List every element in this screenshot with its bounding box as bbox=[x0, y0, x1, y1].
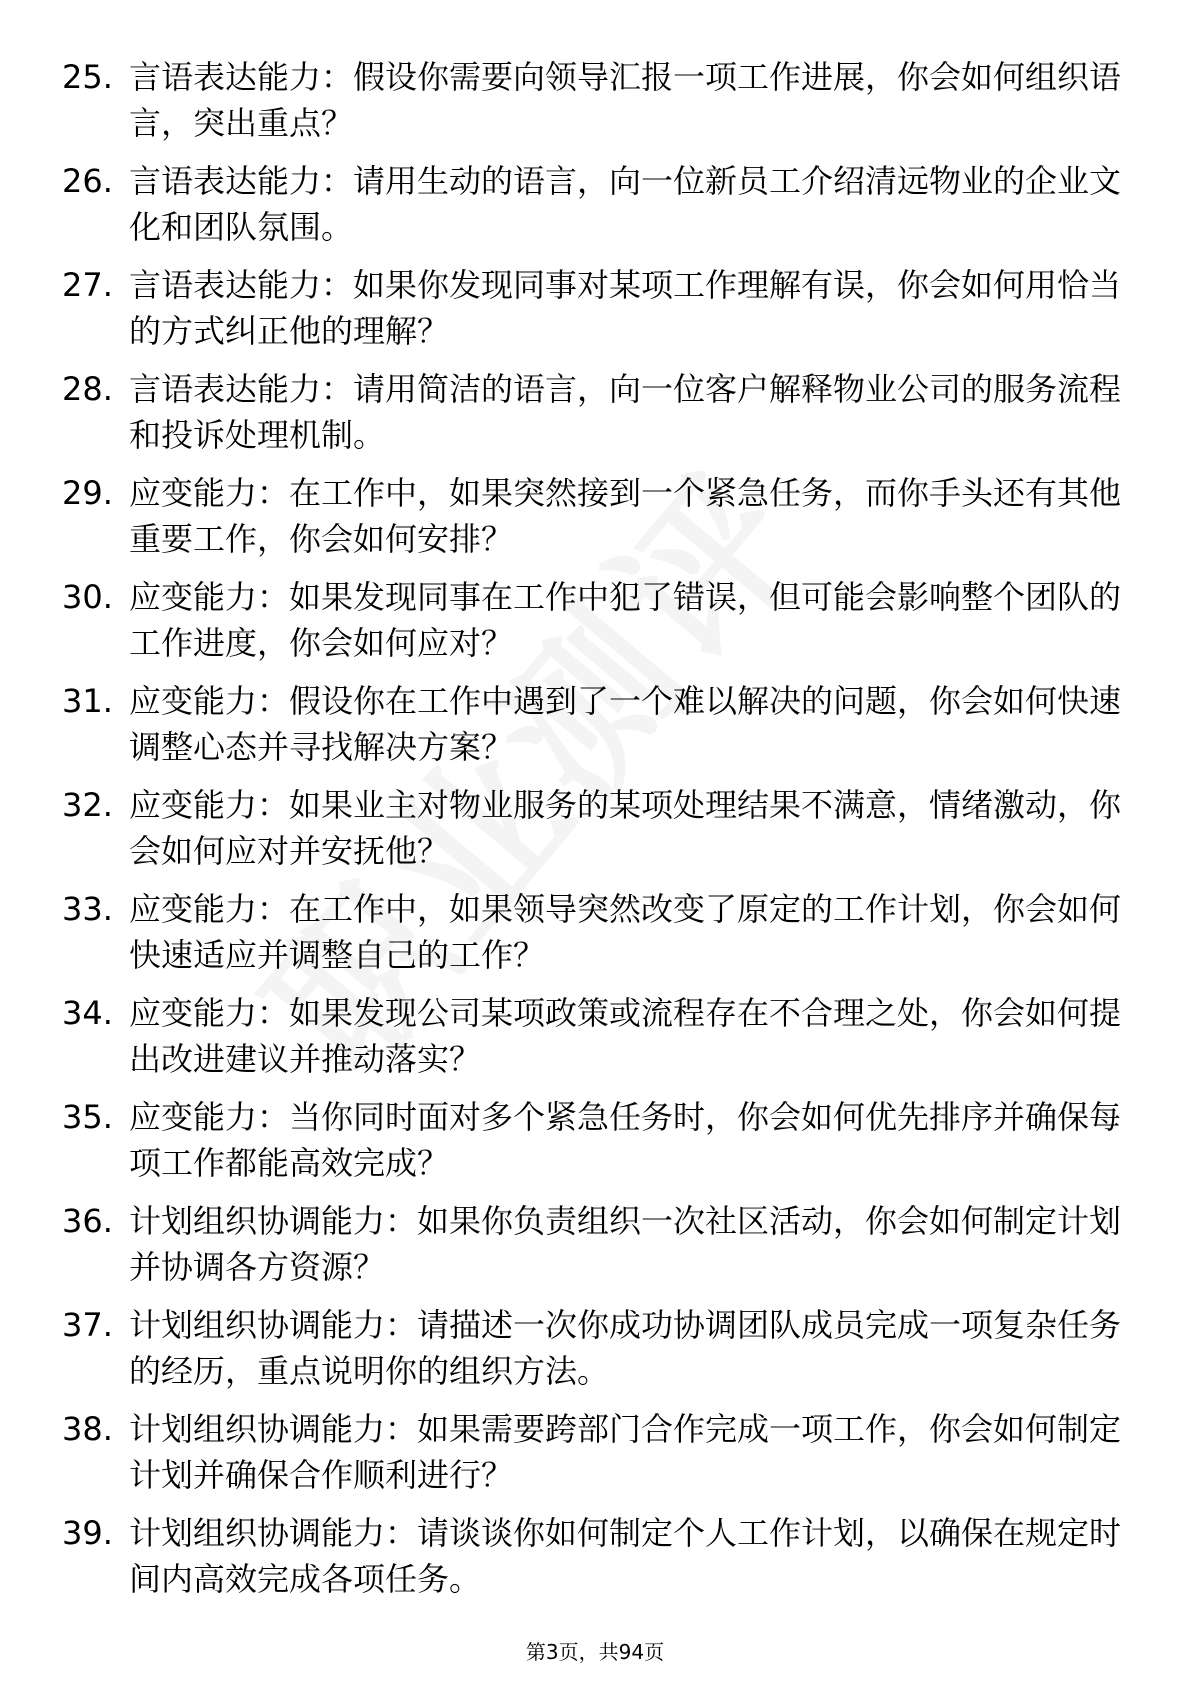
question-text: 应变能力：当你同时面对多个紧急任务时，你会如何优先排序并确保每项工作都能高效完成？ bbox=[129, 1098, 1122, 1182]
question-item bbox=[62, 990, 1122, 1094]
question-item bbox=[62, 470, 1122, 574]
question-number: 33. bbox=[62, 890, 113, 928]
question-number: 30. bbox=[62, 578, 113, 616]
question-number: 36. bbox=[62, 1202, 113, 1240]
question-item bbox=[62, 1510, 1122, 1614]
question-item bbox=[62, 1094, 1122, 1198]
question-item bbox=[62, 1406, 1122, 1510]
question-number: 27. bbox=[62, 266, 113, 304]
question-number: 28. bbox=[62, 370, 113, 408]
question-item bbox=[62, 54, 1122, 158]
question-text: 应变能力：如果发现同事在工作中犯了错误，但可能会影响整个团队的工作进度，你会如何应对？ bbox=[129, 578, 1122, 662]
question-text: 言语表达能力：如果你发现同事对某项工作理解有误，你会如何用恰当的方式纠正他的理解？ bbox=[129, 266, 1122, 350]
question-text: 计划组织协调能力：如果需要跨部门合作完成一项工作，你会如何制定计划并确保合作顺利进行？ bbox=[129, 1410, 1122, 1494]
question-number: 25. bbox=[62, 58, 113, 96]
question-text: 应变能力：在工作中，如果突然接到一个紧急任务，而你手头还有其他重要工作，你会如何安排？ bbox=[129, 474, 1122, 558]
question-item bbox=[62, 1302, 1122, 1406]
question-text: 计划组织协调能力：如果你负责组织一次社区活动，你会如何制定计划并协调各方资源？ bbox=[129, 1202, 1122, 1286]
question-text: 应变能力：如果发现公司某项政策或流程存在不合理之处，你会如何提出改进建议并推动落实？ bbox=[129, 994, 1122, 1078]
question-text: 应变能力：如果业主对物业服务的某项处理结果不满意，情绪激动，你会如何应对并安抚他？ bbox=[129, 786, 1122, 870]
question-item bbox=[62, 366, 1122, 470]
question-item bbox=[62, 886, 1122, 990]
question-number: 31. bbox=[62, 682, 113, 720]
question-number: 34. bbox=[62, 994, 113, 1032]
question-text: 应变能力：在工作中，如果领导突然改变了原定的工作计划，你会如何快速适应并调整自己的工作？ bbox=[129, 890, 1122, 974]
question-item bbox=[62, 1198, 1122, 1302]
question-text: 计划组织协调能力：请描述一次你成功协调团队成员完成一项复杂任务的经历，重点说明你的组织方法。 bbox=[129, 1306, 1122, 1390]
question-list bbox=[62, 54, 1122, 1614]
question-number: 38. bbox=[62, 1410, 113, 1448]
question-number: 32. bbox=[62, 786, 113, 824]
question-item bbox=[62, 158, 1122, 262]
question-item bbox=[62, 782, 1122, 886]
question-number: 39. bbox=[62, 1514, 113, 1552]
question-text: 言语表达能力：请用简洁的语言，向一位客户解释物业公司的服务流程和投诉处理机制。 bbox=[129, 370, 1122, 454]
question-text: 言语表达能力：假设你需要向领导汇报一项工作进展，你会如何组织语言，突出重点？ bbox=[129, 58, 1122, 142]
question-number: 29. bbox=[62, 474, 113, 512]
question-text: 言语表达能力：请用生动的语言，向一位新员工介绍清远物业的企业文化和团队氛围。 bbox=[129, 162, 1122, 246]
question-number: 37. bbox=[62, 1306, 113, 1344]
question-item bbox=[62, 574, 1122, 678]
page-footer: 第3页，共94页 bbox=[525, 1640, 665, 1664]
question-text: 计划组织协调能力：请谈谈你如何制定个人工作计划，以确保在规定时间内高效完成各项任务。 bbox=[129, 1514, 1122, 1598]
question-item bbox=[62, 678, 1122, 782]
question-item bbox=[62, 262, 1122, 366]
question-number: 26. bbox=[62, 162, 113, 200]
question-text: 应变能力：假设你在工作中遇到了一个难以解决的问题，你会如何快速调整心态并寻找解决方案？ bbox=[129, 682, 1122, 766]
question-number: 35. bbox=[62, 1098, 113, 1136]
